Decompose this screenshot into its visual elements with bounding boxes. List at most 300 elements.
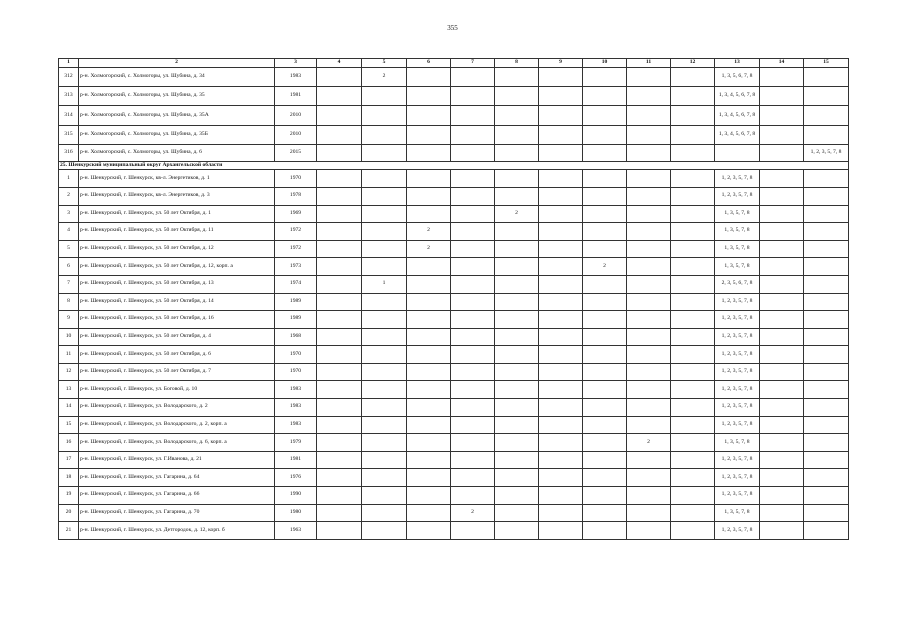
address-cell: р-н. Холмогорский, с. Холмогоры, ул. Шубина, д. 35А (79, 106, 275, 125)
col6-cell (407, 328, 451, 346)
table-row (59, 363, 849, 381)
col6-cell: 2 (407, 223, 451, 241)
column-header-1: 1 (59, 59, 79, 68)
column-header-6: 6 (407, 59, 451, 68)
table-row (59, 144, 849, 162)
col11-cell (627, 469, 671, 487)
col10-cell (583, 346, 627, 364)
col4-cell (317, 363, 362, 381)
col7-cell (451, 381, 495, 399)
col5-cell (362, 487, 407, 505)
col14-cell (760, 240, 804, 258)
col10-cell (583, 106, 627, 125)
address-cell: р-н. Шенкурский, г. Шенкурск, ул. Детгородок, д. 12, корп. б (79, 522, 275, 540)
table-row (59, 205, 849, 223)
col8-cell (495, 328, 539, 346)
col11-cell (627, 205, 671, 223)
col7-cell: 2 (451, 504, 495, 522)
col9-cell (539, 381, 583, 399)
col14-cell (760, 68, 804, 87)
year-cell: 1970 (275, 170, 317, 188)
col4-cell (317, 187, 362, 205)
col8-cell (495, 106, 539, 125)
col4-cell (317, 240, 362, 258)
col7-cell (451, 434, 495, 452)
col14-cell (760, 106, 804, 125)
col5-cell (362, 240, 407, 258)
col10-cell (583, 504, 627, 522)
table-row (59, 170, 849, 188)
table-row (59, 187, 849, 205)
col7-cell (451, 487, 495, 505)
col12-cell (671, 275, 715, 293)
table-row (59, 68, 849, 87)
col4-cell (317, 346, 362, 364)
col12-cell (671, 522, 715, 540)
col4-cell (317, 328, 362, 346)
col14-cell (760, 363, 804, 381)
address-cell: р-н. Шенкурский, г. Шенкурск, ул. Гагарина, д. 66 (79, 487, 275, 505)
col13-cell: 1, 2, 3, 5, 7, 8 (715, 187, 760, 205)
col9-cell (539, 275, 583, 293)
col8-cell (495, 434, 539, 452)
col14-cell (760, 451, 804, 469)
col5-cell (362, 451, 407, 469)
col14-cell (760, 522, 804, 540)
col15-cell (804, 328, 849, 346)
table-row (59, 381, 849, 399)
row-number: 14 (59, 399, 79, 417)
page-number: 355 (447, 24, 458, 32)
col15-cell: 1, 2, 3, 5, 7, 8 (804, 144, 849, 162)
year-cell: 1970 (275, 363, 317, 381)
col5-cell (362, 187, 407, 205)
col8-cell (495, 381, 539, 399)
col11-cell (627, 293, 671, 311)
col14-cell (760, 258, 804, 276)
column-header-9: 9 (539, 59, 583, 68)
section-title: 25. Шенкурский муниципальный округ Архангельской области (59, 162, 849, 170)
table-row (59, 293, 849, 311)
column-header-10: 10 (583, 59, 627, 68)
year-cell: 1972 (275, 223, 317, 241)
col7-cell (451, 451, 495, 469)
col10-cell (583, 328, 627, 346)
col10-cell (583, 293, 627, 311)
col13-cell: 1, 2, 3, 5, 7, 8 (715, 522, 760, 540)
row-number: 13 (59, 381, 79, 399)
col5-cell: 1 (362, 275, 407, 293)
col13-cell: 1, 2, 3, 5, 7, 8 (715, 293, 760, 311)
col4-cell (317, 170, 362, 188)
col7-cell (451, 346, 495, 364)
col8-cell (495, 311, 539, 329)
col6-cell (407, 399, 451, 417)
col13-cell: 1, 2, 3, 5, 7, 8 (715, 399, 760, 417)
col9-cell (539, 346, 583, 364)
col10-cell (583, 205, 627, 223)
col8-cell (495, 416, 539, 434)
col5-cell (362, 328, 407, 346)
col5-cell (362, 399, 407, 417)
column-header-14: 14 (760, 59, 804, 68)
col13-cell: 1, 2, 3, 5, 7, 8 (715, 363, 760, 381)
table-row (59, 275, 849, 293)
col12-cell (671, 504, 715, 522)
col14-cell (760, 170, 804, 188)
col9-cell (539, 144, 583, 162)
address-cell: р-н. Шенкурский, г. Шенкурск, кв-л. Энергетиков, д. 3 (79, 187, 275, 205)
col5-cell (362, 106, 407, 125)
table-row (59, 240, 849, 258)
col9-cell (539, 170, 583, 188)
col4-cell (317, 144, 362, 162)
col8-cell (495, 240, 539, 258)
row-number: 11 (59, 346, 79, 364)
col4-cell (317, 68, 362, 87)
col6-cell (407, 363, 451, 381)
address-cell: р-н. Шенкурский, г. Шенкурск, ул. 50 лет Октября, д. 7 (79, 363, 275, 381)
col5-cell (362, 205, 407, 223)
address-cell: р-н. Шенкурский, г. Шенкурск, кв-л. Энергетиков, д. 1 (79, 170, 275, 188)
address-cell: р-н. Шенкурский, г. Шенкурск, ул. Г.Иванова, д. 21 (79, 451, 275, 469)
col12-cell (671, 205, 715, 223)
column-header-15: 15 (804, 59, 849, 68)
col15-cell (804, 451, 849, 469)
col7-cell (451, 68, 495, 87)
col13-cell (715, 144, 760, 162)
col10-cell (583, 487, 627, 505)
col7-cell (451, 258, 495, 276)
col12-cell (671, 293, 715, 311)
col4-cell (317, 451, 362, 469)
col8-cell (495, 87, 539, 106)
year-cell: 1981 (275, 87, 317, 106)
col10-cell (583, 451, 627, 469)
year-cell: 1983 (275, 381, 317, 399)
row-number: 3 (59, 205, 79, 223)
col10-cell (583, 275, 627, 293)
col11-cell (627, 68, 671, 87)
col13-cell: 1, 2, 3, 5, 7, 8 (715, 469, 760, 487)
col8-cell (495, 275, 539, 293)
address-cell: р-н. Шенкурский, г. Шенкурск, ул. 50 лет Октября, д. 12 (79, 240, 275, 258)
column-header-7: 7 (451, 59, 495, 68)
col10-cell (583, 240, 627, 258)
col11-cell: 2 (627, 434, 671, 452)
col11-cell (627, 328, 671, 346)
col4-cell (317, 106, 362, 125)
column-header-2: 2 (79, 59, 275, 68)
year-cell: 1989 (275, 311, 317, 329)
col4-cell (317, 487, 362, 505)
col10-cell (583, 223, 627, 241)
col13-cell: 1, 2, 3, 5, 7, 8 (715, 451, 760, 469)
col9-cell (539, 522, 583, 540)
table-row (59, 87, 849, 106)
col11-cell (627, 346, 671, 364)
col5-cell (362, 144, 407, 162)
col10-cell (583, 469, 627, 487)
col8-cell (495, 125, 539, 144)
address-cell: р-н. Шенкурский, г. Шенкурск, ул. Гагарина, д. 64 (79, 469, 275, 487)
row-number: 1 (59, 170, 79, 188)
col5-cell (362, 87, 407, 106)
col12-cell (671, 311, 715, 329)
col4-cell (317, 205, 362, 223)
col14-cell (760, 275, 804, 293)
table-row (59, 469, 849, 487)
col6-cell (407, 205, 451, 223)
col6-cell (407, 125, 451, 144)
col14-cell (760, 187, 804, 205)
col9-cell (539, 205, 583, 223)
address-cell: р-н. Холмогорский, с. Холмогоры, ул. Шубина, д. 35 (79, 87, 275, 106)
col9-cell (539, 87, 583, 106)
col6-cell (407, 275, 451, 293)
col14-cell (760, 87, 804, 106)
col11-cell (627, 144, 671, 162)
row-number: 5 (59, 240, 79, 258)
row-number: 16 (59, 434, 79, 452)
col13-cell: 1, 2, 3, 5, 7, 8 (715, 381, 760, 399)
table-row (59, 258, 849, 276)
col13-cell: 1, 3, 4, 5, 6, 7, 8 (715, 125, 760, 144)
year-cell: 1979 (275, 434, 317, 452)
col10-cell (583, 87, 627, 106)
col13-cell: 1, 2, 3, 5, 7, 8 (715, 416, 760, 434)
col8-cell (495, 522, 539, 540)
row-number: 315 (59, 125, 79, 144)
col5-cell: 2 (362, 68, 407, 87)
col15-cell (804, 125, 849, 144)
table-row (59, 106, 849, 125)
table-row (59, 125, 849, 144)
col7-cell (451, 363, 495, 381)
col4-cell (317, 416, 362, 434)
col9-cell (539, 187, 583, 205)
col10-cell: 2 (583, 258, 627, 276)
col5-cell (362, 381, 407, 399)
col6-cell (407, 416, 451, 434)
col8-cell (495, 258, 539, 276)
table-row (59, 416, 849, 434)
address-cell: р-н. Шенкурский, г. Шенкурск, ул. 50 лет Октября, д. 4 (79, 328, 275, 346)
col13-cell: 1, 3, 5, 7, 8 (715, 240, 760, 258)
col7-cell (451, 293, 495, 311)
year-cell: 1981 (275, 451, 317, 469)
col11-cell (627, 416, 671, 434)
col9-cell (539, 258, 583, 276)
col12-cell (671, 451, 715, 469)
table-row (59, 451, 849, 469)
year-cell: 1983 (275, 68, 317, 87)
col14-cell (760, 328, 804, 346)
col12-cell (671, 416, 715, 434)
col4-cell (317, 469, 362, 487)
row-number: 20 (59, 504, 79, 522)
col8-cell (495, 187, 539, 205)
col9-cell (539, 311, 583, 329)
col13-cell: 1, 2, 3, 5, 7, 8 (715, 311, 760, 329)
col7-cell (451, 399, 495, 417)
col15-cell (804, 381, 849, 399)
row-number: 313 (59, 87, 79, 106)
col4-cell (317, 504, 362, 522)
row-number: 7 (59, 275, 79, 293)
col15-cell (804, 399, 849, 417)
row-number: 21 (59, 522, 79, 540)
col5-cell (362, 469, 407, 487)
address-cell: р-н. Шенкурский, г. Шенкурск, ул. 50 лет Октября, д. 1 (79, 205, 275, 223)
col9-cell (539, 106, 583, 125)
col10-cell (583, 125, 627, 144)
col6-cell (407, 68, 451, 87)
col9-cell (539, 434, 583, 452)
col12-cell (671, 106, 715, 125)
col12-cell (671, 363, 715, 381)
housing-register-table (58, 58, 849, 540)
col7-cell (451, 328, 495, 346)
col8-cell (495, 363, 539, 381)
col7-cell (451, 223, 495, 241)
col7-cell (451, 125, 495, 144)
col14-cell (760, 416, 804, 434)
col9-cell (539, 125, 583, 144)
col14-cell (760, 311, 804, 329)
col8-cell (495, 293, 539, 311)
col15-cell (804, 434, 849, 452)
col14-cell (760, 487, 804, 505)
col13-cell: 1, 2, 3, 5, 7, 8 (715, 487, 760, 505)
col15-cell (804, 205, 849, 223)
col6-cell (407, 487, 451, 505)
table-row (59, 223, 849, 241)
col8-cell (495, 504, 539, 522)
col9-cell (539, 487, 583, 505)
col4-cell (317, 381, 362, 399)
col5-cell (362, 522, 407, 540)
year-cell: 1963 (275, 522, 317, 540)
col4-cell (317, 275, 362, 293)
col6-cell (407, 522, 451, 540)
row-number: 15 (59, 416, 79, 434)
year-cell: 1968 (275, 328, 317, 346)
row-number: 2 (59, 187, 79, 205)
address-cell: р-н. Холмогорский, с. Холмогоры, ул. Шубина, д. 34 (79, 68, 275, 87)
year-cell: 2010 (275, 125, 317, 144)
col14-cell (760, 434, 804, 452)
col9-cell (539, 223, 583, 241)
col13-cell: 1, 3, 5, 7, 8 (715, 434, 760, 452)
col12-cell (671, 487, 715, 505)
col12-cell (671, 381, 715, 399)
col7-cell (451, 144, 495, 162)
col8-cell (495, 451, 539, 469)
year-cell: 1969 (275, 205, 317, 223)
address-cell: р-н. Шенкурский, г. Шенкурск, ул. Володарского, д. 6, корп. а (79, 434, 275, 452)
col10-cell (583, 170, 627, 188)
col15-cell (804, 170, 849, 188)
address-cell: р-н. Шенкурский, г. Шенкурск, ул. 50 лет Октября, д. 6 (79, 346, 275, 364)
col14-cell (760, 293, 804, 311)
col10-cell (583, 311, 627, 329)
col10-cell (583, 363, 627, 381)
col9-cell (539, 328, 583, 346)
address-cell: р-н. Шенкурский, г. Шенкурск, ул. Володарского, д. 2 (79, 399, 275, 417)
col8-cell: 2 (495, 205, 539, 223)
col13-cell: 1, 3, 4, 5, 6, 7, 8 (715, 87, 760, 106)
col11-cell (627, 522, 671, 540)
col8-cell (495, 469, 539, 487)
col5-cell (362, 223, 407, 241)
col15-cell (804, 522, 849, 540)
col15-cell (804, 293, 849, 311)
col6-cell: 2 (407, 240, 451, 258)
col6-cell (407, 293, 451, 311)
col4-cell (317, 258, 362, 276)
col10-cell (583, 68, 627, 87)
col4-cell (317, 311, 362, 329)
column-header-11: 11 (627, 59, 671, 68)
col10-cell (583, 522, 627, 540)
col11-cell (627, 170, 671, 188)
col11-cell (627, 223, 671, 241)
col11-cell (627, 240, 671, 258)
address-cell: р-н. Шенкурский, г. Шенкурск, ул. Боговой, д. 10 (79, 381, 275, 399)
col14-cell (760, 399, 804, 417)
column-header-5: 5 (362, 59, 407, 68)
col8-cell (495, 487, 539, 505)
col15-cell (804, 106, 849, 125)
col14-cell (760, 223, 804, 241)
column-header-13: 13 (715, 59, 760, 68)
address-cell: р-н. Шенкурский, г. Шенкурск, ул. 50 лет Октября, д. 12, корп. а (79, 258, 275, 276)
col10-cell (583, 187, 627, 205)
col15-cell (804, 311, 849, 329)
year-cell: 1983 (275, 416, 317, 434)
address-cell: р-н. Шенкурский, г. Шенкурск, ул. Гагарина, д. 70 (79, 504, 275, 522)
col7-cell (451, 187, 495, 205)
col11-cell (627, 487, 671, 505)
col9-cell (539, 469, 583, 487)
col10-cell (583, 144, 627, 162)
col9-cell (539, 399, 583, 417)
table-body (59, 68, 849, 540)
col13-cell: 2, 3, 5, 6, 7, 8 (715, 275, 760, 293)
col15-cell (804, 258, 849, 276)
col4-cell (317, 223, 362, 241)
year-cell: 1976 (275, 469, 317, 487)
col6-cell (407, 170, 451, 188)
col12-cell (671, 328, 715, 346)
col8-cell (495, 68, 539, 87)
col4-cell (317, 87, 362, 106)
col15-cell (804, 363, 849, 381)
col7-cell (451, 311, 495, 329)
year-cell: 1980 (275, 504, 317, 522)
col10-cell (583, 381, 627, 399)
col6-cell (407, 451, 451, 469)
year-cell: 1978 (275, 187, 317, 205)
year-cell: 1970 (275, 346, 317, 364)
col14-cell (760, 381, 804, 399)
col11-cell (627, 258, 671, 276)
col13-cell: 1, 3, 5, 7, 8 (715, 205, 760, 223)
year-cell: 1990 (275, 487, 317, 505)
col8-cell (495, 144, 539, 162)
col8-cell (495, 223, 539, 241)
